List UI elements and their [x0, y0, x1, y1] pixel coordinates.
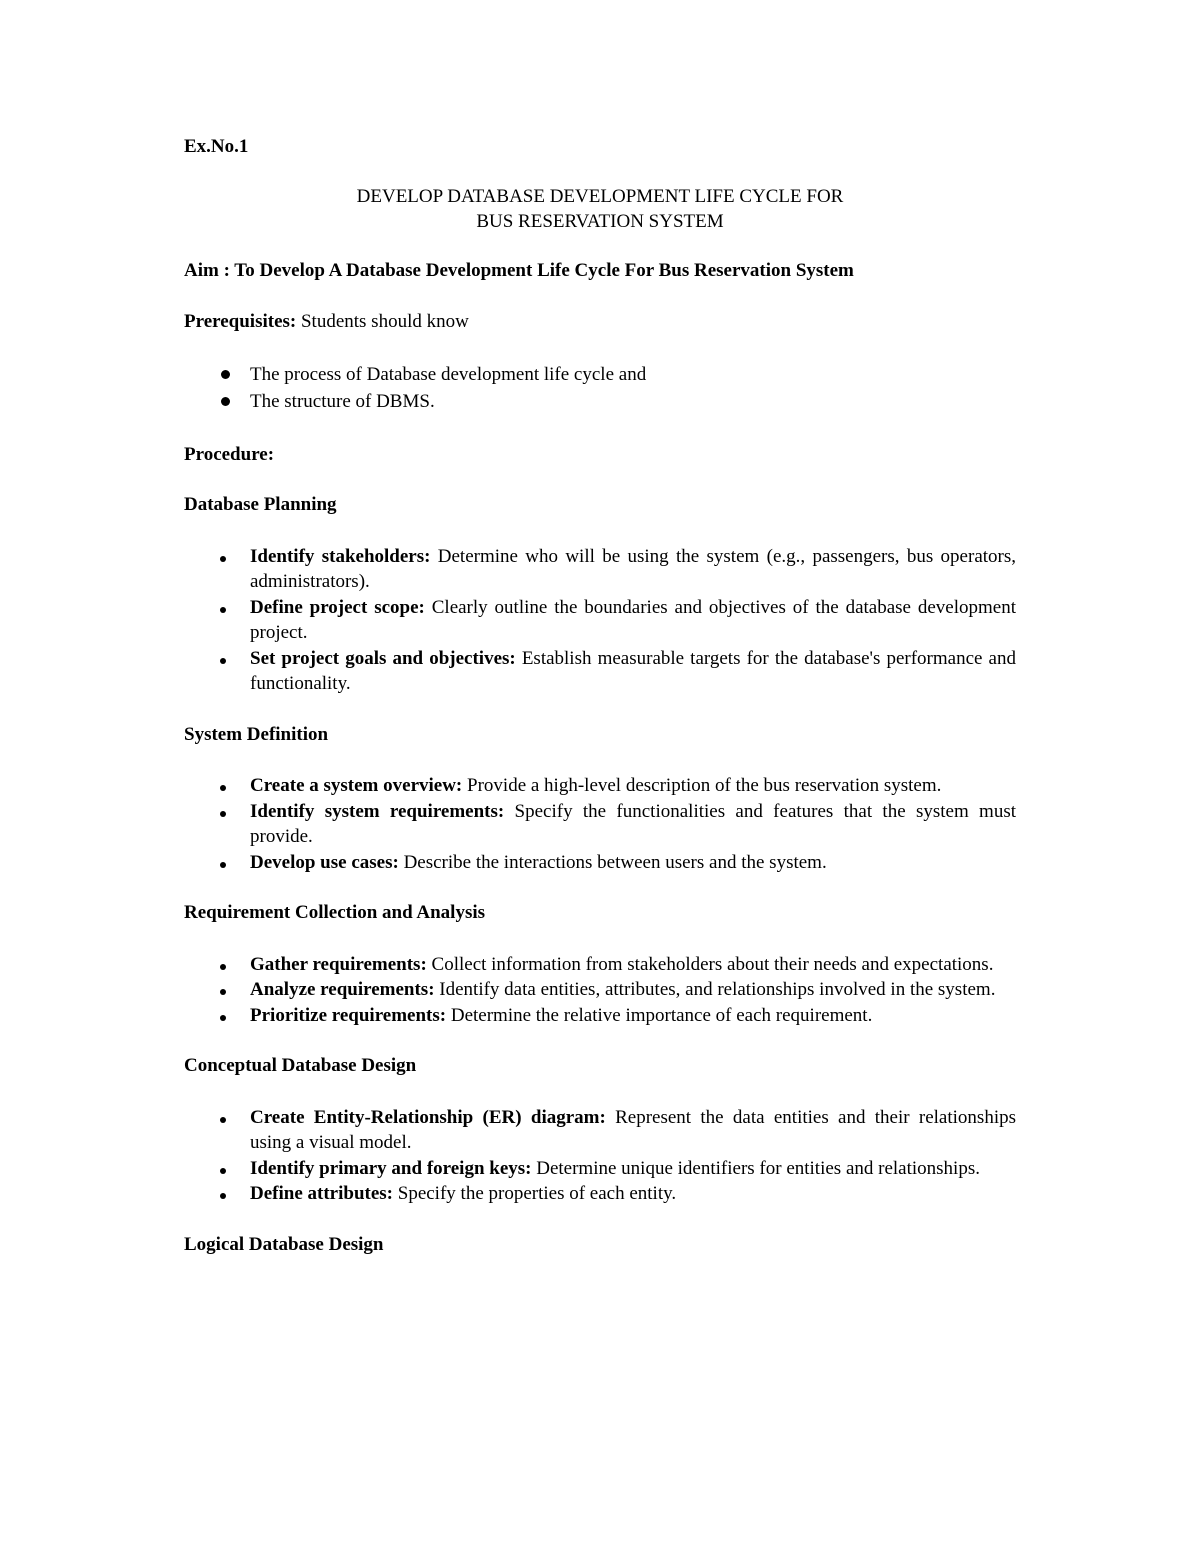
bullet-icon	[220, 607, 226, 613]
list-item-text: The structure of DBMS.	[250, 390, 435, 412]
bullet-icon	[220, 1015, 226, 1021]
bullet-icon	[220, 989, 226, 995]
bullet-icon	[220, 1193, 226, 1199]
prerequisites-text: Students should know	[296, 311, 469, 332]
item-description: Identify data entities, attributes, and relationships involved in the system.	[434, 979, 996, 1000]
list-item	[184, 850, 1016, 876]
item-description: Describe the interactions between users and the system.	[398, 851, 827, 873]
prerequisites-label: Prerequisites:	[184, 311, 297, 332]
item-term: Analyze requirements:	[250, 979, 435, 1000]
item-term: Create Entity-Relationship (ER) diagram:	[250, 1106, 606, 1128]
item-description: Specify the functionalities and features that the system must provide.	[250, 800, 1016, 847]
title-line-2: BUS RESERVATION SYSTEM	[476, 210, 724, 232]
bullet-icon	[220, 862, 226, 868]
item-term: Identify primary and foreign keys:	[250, 1157, 532, 1179]
item-term: Identify stakeholders:	[250, 545, 431, 567]
section-list	[184, 773, 1016, 875]
list-item	[184, 646, 1016, 697]
section-list	[184, 1105, 1016, 1207]
section-heading-logical-design: Logical Database Design	[184, 1233, 384, 1255]
item-term: Create a system overview:	[250, 775, 463, 796]
section-heading-system-definition: System Definition	[184, 723, 329, 745]
bullet-icon	[221, 397, 230, 406]
bullet-icon	[220, 658, 226, 664]
item-description: Represent the data entities and their relationships using a visual model.	[250, 1106, 1016, 1153]
bullet-icon	[220, 964, 226, 970]
item-description: Collect information from stakeholders about their needs and expectations.	[426, 953, 994, 975]
document-content	[184, 134, 1016, 1257]
section-heading-conceptual-design: Conceptual Database Design	[184, 1055, 417, 1076]
list-item	[184, 773, 1016, 799]
item-term: Develop use cases:	[250, 851, 399, 873]
list-item	[184, 544, 1016, 595]
list-item	[184, 799, 1016, 850]
item-description: Establish measurable targets for the database's performance and functionality.	[250, 647, 1016, 694]
title-line-1: DEVELOP DATABASE DEVELOPMENT LIFE CYCLE FOR	[356, 185, 844, 207]
document-title	[184, 184, 1016, 234]
section-list	[184, 952, 1016, 1029]
item-description: Determine the relative importance of each requirement.	[446, 1004, 873, 1026]
list-item-text: The process of Database development life cycle and	[250, 363, 647, 385]
section-heading-requirement-collection: Requirement Collection and Analysis	[184, 902, 486, 923]
item-description: Determine unique identifiers for entities and relationships.	[531, 1157, 980, 1179]
section-heading-database-planning: Database Planning	[184, 494, 337, 515]
procedure-label: Procedure:	[184, 443, 275, 465]
list-item	[184, 1105, 1016, 1156]
bullet-icon	[220, 1117, 226, 1123]
item-term: Prioritize requirements:	[250, 1004, 447, 1026]
list-item	[184, 595, 1016, 646]
prerequisites-list	[184, 361, 1016, 415]
bullet-icon	[220, 556, 226, 562]
item-term: Gather requirements:	[250, 953, 427, 975]
list-item	[184, 1181, 1016, 1207]
list-item	[184, 361, 1016, 388]
bullet-icon	[220, 785, 226, 791]
list-item	[184, 1003, 1016, 1029]
list-item	[184, 952, 1016, 978]
item-description: Clearly outline the boundaries and objectives of the database development project.	[250, 596, 1016, 643]
item-term: Define project scope:	[250, 596, 425, 618]
list-item	[184, 1156, 1016, 1182]
item-term: Identify system requirements:	[250, 800, 505, 822]
item-term: Set project goals and objectives:	[250, 647, 516, 669]
exercise-number: Ex.No.1	[184, 136, 249, 157]
prerequisites	[184, 309, 1016, 335]
bullet-icon	[220, 1168, 226, 1174]
list-item	[184, 977, 1016, 1003]
section-list	[184, 544, 1016, 697]
list-item	[184, 388, 1016, 415]
item-description: Determine who will be using the system (e.g., passengers, bus operators, administrators).	[250, 545, 1016, 592]
item-description: Provide a high-level description of the bus reservation system.	[462, 775, 942, 796]
aim-statement: Aim : To Develop A Database Development Life Cycle For Bus Reservation System	[184, 259, 854, 281]
item-description: Specify the properties of each entity.	[393, 1183, 677, 1204]
item-term: Define attributes:	[250, 1183, 393, 1204]
bullet-icon	[220, 811, 226, 817]
bullet-icon	[221, 370, 230, 379]
